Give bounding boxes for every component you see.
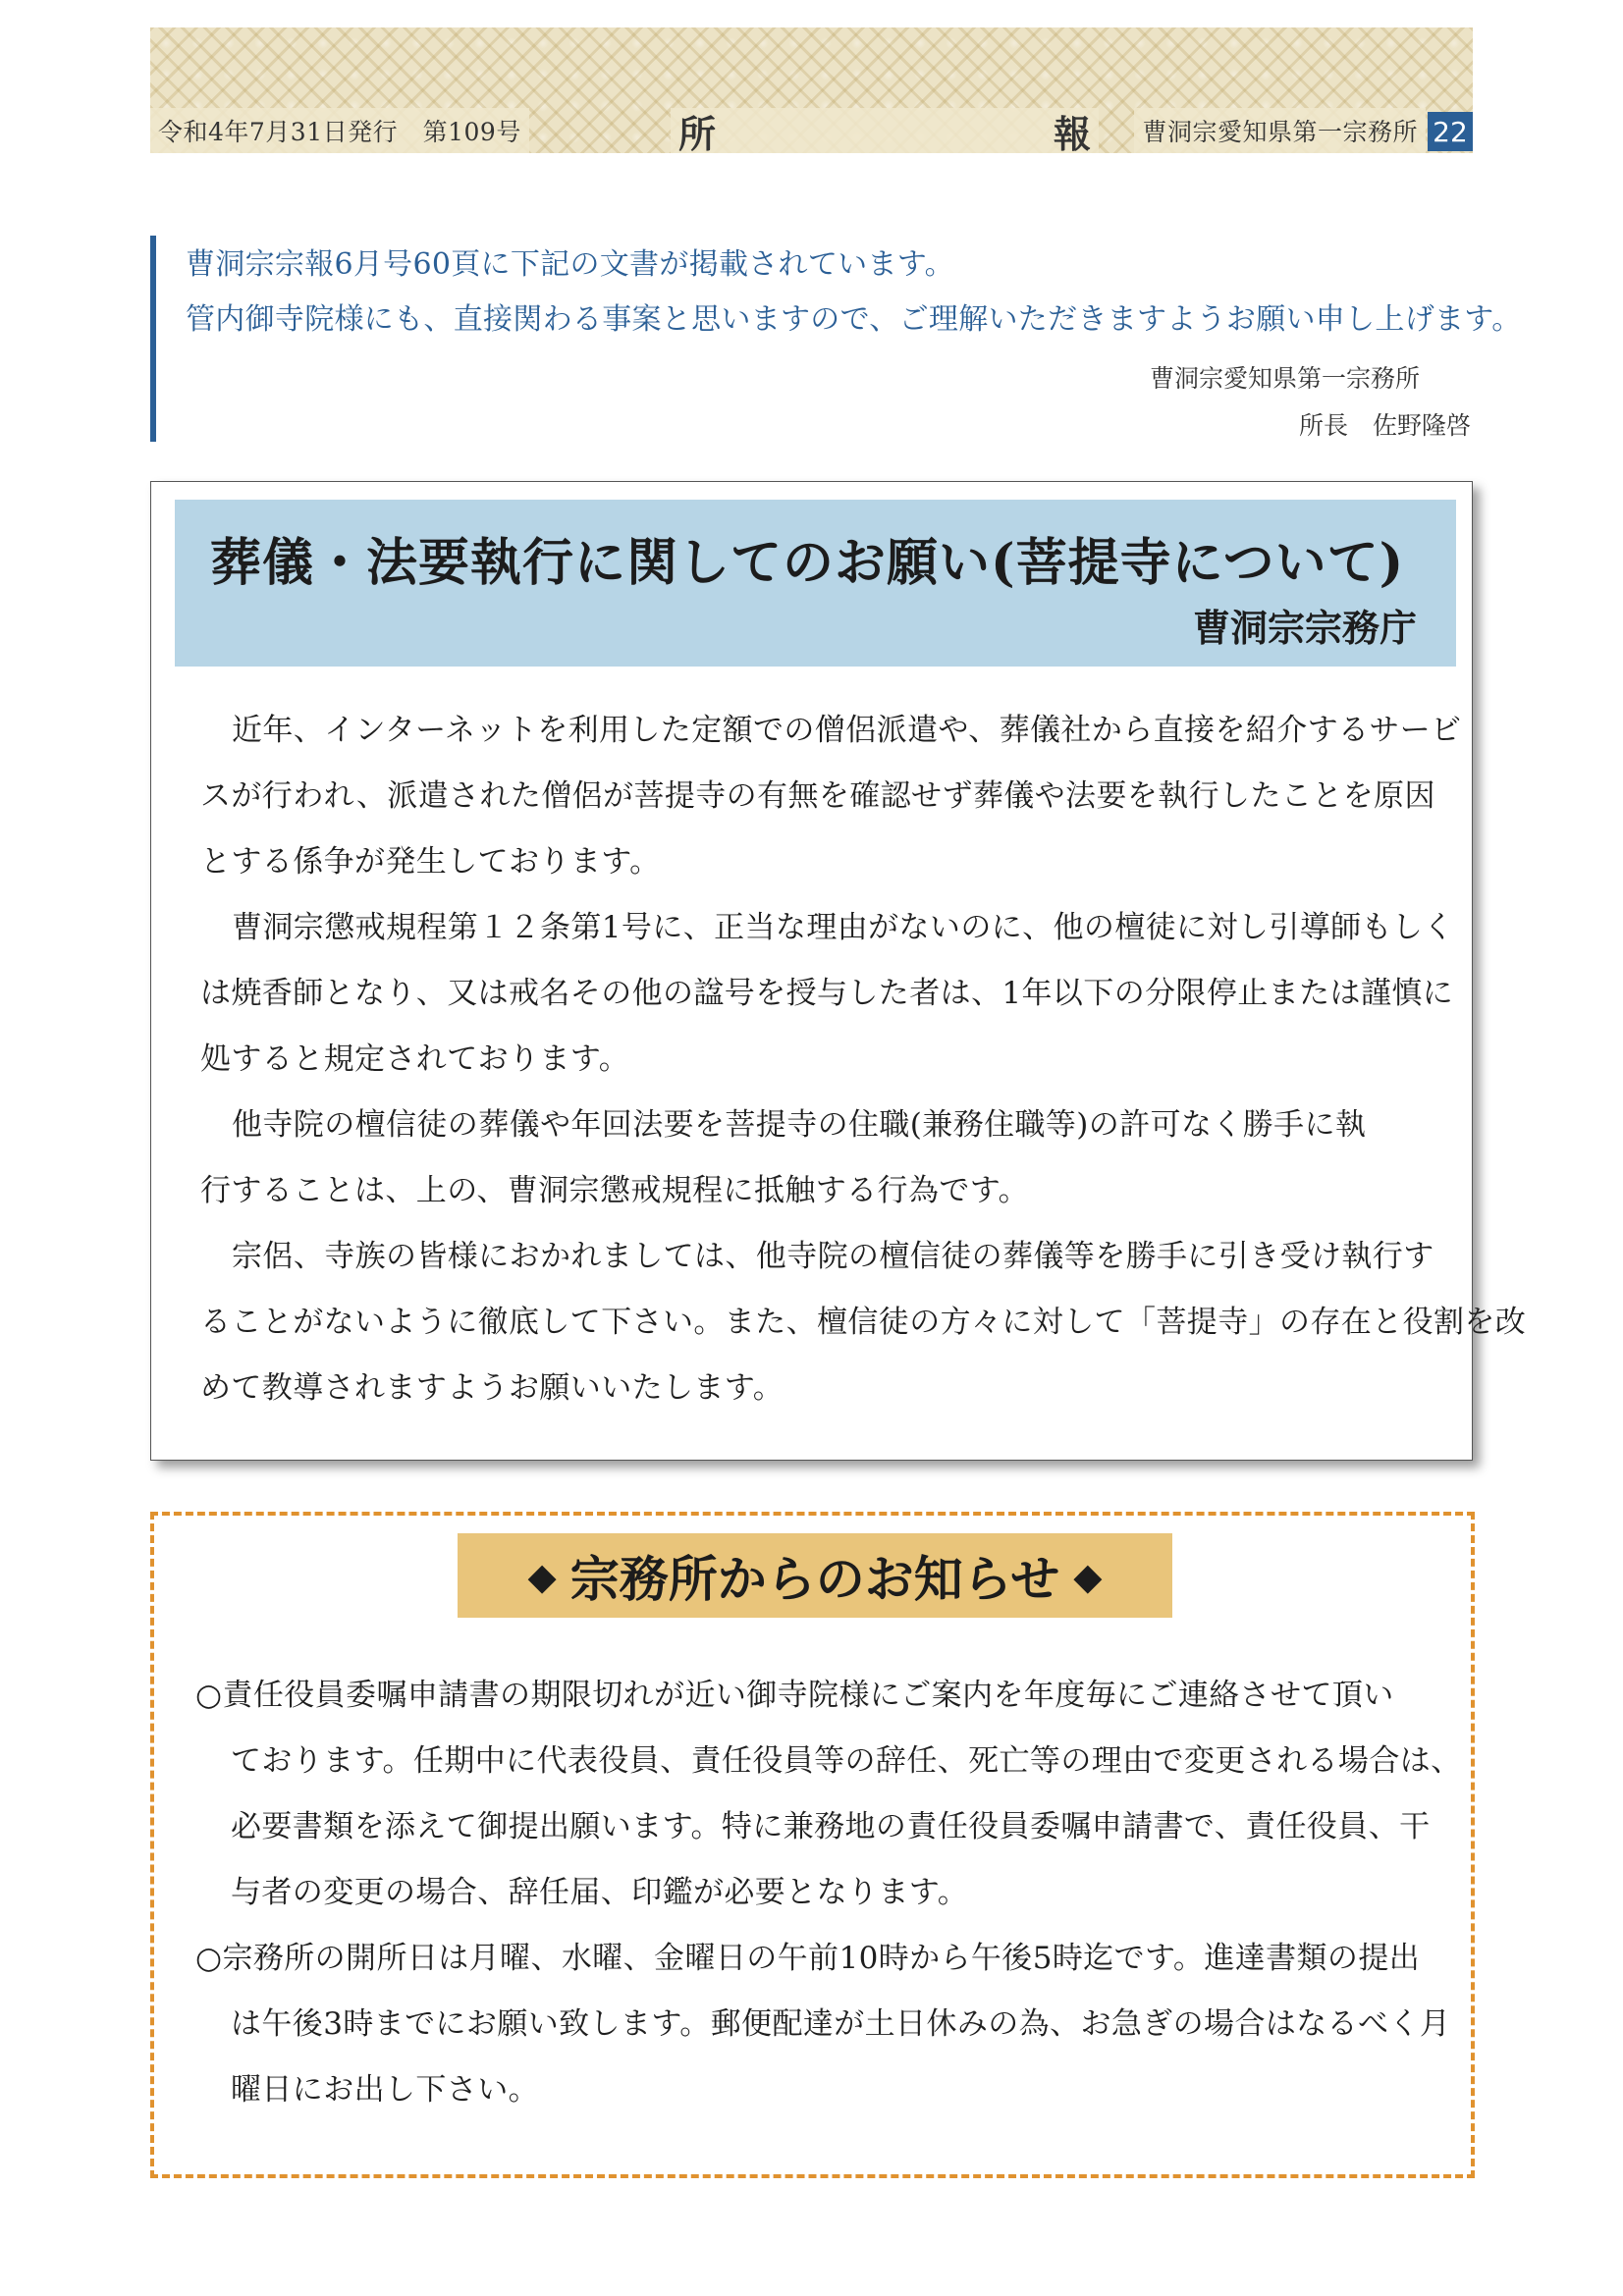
notice-line: ることがないように徹底して下さい。また、檀信徒の方々に対して「菩提寺」の存在と役割を改 [200, 1305, 1527, 1340]
notice-line: とする係争が発生しております。 [200, 844, 661, 880]
page-header [150, 27, 1473, 156]
notice-line: 処すると規定されております。 [200, 1041, 630, 1077]
issue-info: 令和4年7月31日発行 第109号 [150, 108, 529, 153]
announcement-line: 与者の変更の場合、辞任届、印鑑が必要となります。 [231, 1875, 969, 1910]
announcement-line: は午後3時までにお願い致します。郵便配達が土日休みの為、お急ぎの場合はなるべく月 [231, 2006, 1451, 2042]
notice-source: 曹洞宗宗務庁 [1192, 606, 1417, 650]
diamond-icon: ◆ [527, 1553, 557, 1598]
notice-body [200, 698, 1527, 1421]
announcements-box [150, 1512, 1475, 2178]
notice-line: 行することは、上の、曹洞宗懲戒規程に抵触する行為です。 [200, 1173, 1030, 1208]
announcement-line: ○責任役員委嘱申請書の期限切れが近い御寺院様にご案内を年度毎にご連絡させて頂い [195, 1678, 1394, 1713]
signature-org: 曹洞宗愛知県第一宗務所 [1149, 364, 1420, 393]
intro-line: 曹洞宗宗報6月号60頁に下記の文書が掲載されています。 [186, 247, 954, 282]
announcements-body [195, 1663, 1462, 2123]
notice-box [150, 481, 1527, 1461]
notice-header [175, 500, 1456, 667]
announcement-line: ております。任期中に代表役員、責任役員等の辞任、死亡等の理由で変更される場合は、 [231, 1743, 1462, 1779]
notice-title: 葬儀・法要執行に関してのお願い(菩提寺について) [210, 533, 1405, 593]
office-name: 曹洞宗愛知県第一宗務所 [1134, 108, 1426, 153]
diamond-icon: ◆ [1073, 1553, 1103, 1598]
notice-line: 近年、インターネットを利用した定額での僧侶派遣や、葬儀社から直接を紹介するサービ [232, 713, 1462, 748]
announcement-line: 曜日にお出し下さい。 [231, 2072, 539, 2108]
notice-line: めて教導されますようお願いいたします。 [200, 1370, 784, 1406]
publication-title-char-1: 所 [678, 112, 717, 156]
announcement-line: ○宗務所の開所日は月曜、水曜、金曜日の午前10時から午後5時迄です。進達書類の提出 [195, 1941, 1421, 1976]
notice-line: 宗侶、寺族の皆様におかれましては、他寺院の檀信徒の葬儀等を勝手に引き受け執行す [232, 1239, 1434, 1274]
announcements-title-text: 宗務所からのお知らせ [569, 1550, 1060, 1608]
intro-line: 管内御寺院様にも、直接関わる事案と思いますので、ご理解いただきますようお願い申し上げます。 [186, 302, 1522, 337]
signature-name: 所長 佐野隆啓 [1298, 411, 1471, 440]
publication-title-char-2: 報 [1053, 112, 1091, 156]
publication-title [671, 108, 1099, 156]
announcements-title [458, 1533, 1172, 1618]
notice-line: は焼香師となり、又は戒名その他の諡号を授与した者は、1年以下の分限停止または謹慎に [200, 976, 1454, 1011]
intro-block [150, 236, 1522, 442]
notice-line: 曹洞宗懲戒規程第１２条第1号に、正当な理由がないのに、他の檀徒に対し引導師もしく [232, 910, 1454, 945]
announcement-line: 必要書類を添えて御提出願います。特に兼務地の責任役員委嘱申請書で、責任役員、干 [231, 1809, 1431, 1844]
notice-line: 他寺院の檀信徒の葬儀や年回法要を菩提寺の住職(兼務住職等)の許可なく勝手に執 [232, 1107, 1367, 1143]
notice-line: スが行われ、派遣された僧侶が菩提寺の有無を確認せず葬儀や法要を執行したことを原因 [200, 778, 1435, 814]
page-number: 22 [1428, 112, 1473, 151]
